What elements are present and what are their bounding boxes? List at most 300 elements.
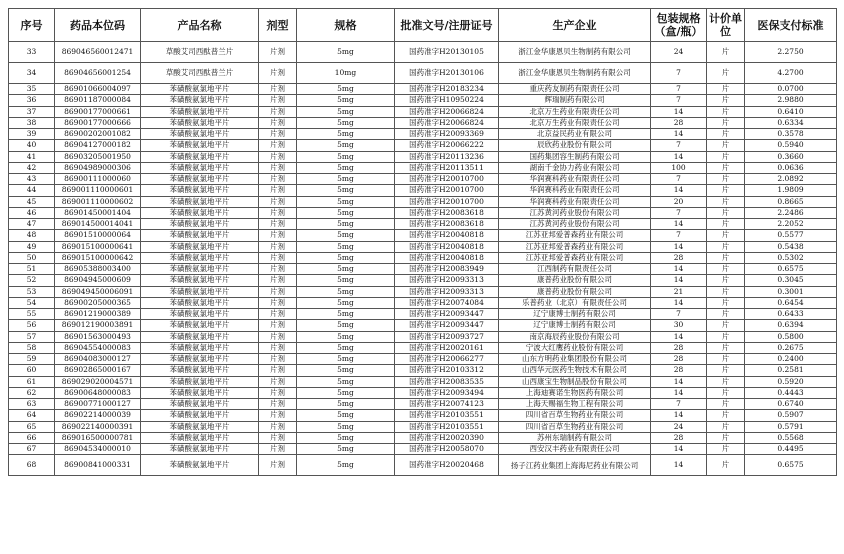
cell-dosage-form: 片剂 [259, 84, 297, 95]
cell-spec: 5mg [297, 455, 395, 476]
cell-product-name: 草酸艾司西酞普兰片 [141, 42, 259, 63]
cell-drug-code: 86900648000083 [55, 387, 141, 398]
cell-product-name: 苯磺酸氨氯地平片 [141, 185, 259, 196]
cell-product-name: 苯磺酸氨氯地平片 [141, 129, 259, 140]
cell-payment-standard: 0.3660 [745, 151, 837, 162]
cell-payment-standard: 1.9809 [745, 185, 837, 196]
cell-manufacturer: 湖南千金协力药业有限公司 [499, 162, 651, 173]
cell-spec: 5mg [297, 320, 395, 331]
table-row [9, 264, 837, 275]
cell-manufacturer: 辉瑞制药有限公司 [499, 95, 651, 106]
cell-product-name: 苯磺酸氨氯地平片 [141, 230, 259, 241]
cell-dosage-form: 片剂 [259, 230, 297, 241]
cell-payment-standard: 0.5791 [745, 421, 837, 432]
table-row [9, 399, 837, 410]
cell-payment-standard: 0.6740 [745, 399, 837, 410]
cell-seq: 36 [9, 95, 55, 106]
cell-product-name: 苯磺酸氨氯地平片 [141, 331, 259, 342]
cell-dosage-form: 片剂 [259, 140, 297, 151]
cell-spec: 5mg [297, 174, 395, 185]
cell-package-spec: 100 [651, 162, 707, 173]
cell-dosage-form: 片剂 [259, 297, 297, 308]
cell-dosage-form: 片剂 [259, 252, 297, 263]
cell-spec: 5mg [297, 106, 395, 117]
cell-payment-standard: 0.2581 [745, 365, 837, 376]
cell-product-name: 苯磺酸氨氯地平片 [141, 432, 259, 443]
cell-spec: 5mg [297, 219, 395, 230]
table-row [9, 410, 837, 421]
cell-package-spec: 14 [651, 444, 707, 455]
cell-approval-number: 国药准字H20074084 [395, 297, 499, 308]
cell-package-spec: 28 [651, 354, 707, 365]
cell-payment-standard: 0.6575 [745, 264, 837, 275]
cell-manufacturer: 四川省百草生物药业有限公司 [499, 410, 651, 421]
cell-package-spec: 14 [651, 151, 707, 162]
table-row [9, 185, 837, 196]
cell-seq: 40 [9, 140, 55, 151]
cell-manufacturer: 华润赛科药业有限责任公司 [499, 174, 651, 185]
cell-drug-code: 86904656001254 [55, 63, 141, 84]
cell-dosage-form: 片剂 [259, 331, 297, 342]
cell-pricing-unit: 片 [707, 342, 745, 353]
cell-dosage-form: 片剂 [259, 286, 297, 297]
cell-product-name: 苯磺酸氨氯地平片 [141, 219, 259, 230]
cell-manufacturer: 浙江金华康恩贝生物制药有限公司 [499, 42, 651, 63]
cell-package-spec: 7 [651, 84, 707, 95]
cell-spec: 5mg [297, 264, 395, 275]
cell-approval-number: 国药准字H20040818 [395, 230, 499, 241]
cell-seq: 61 [9, 376, 55, 387]
drug-price-table [8, 8, 837, 476]
table-body [9, 42, 837, 476]
cell-spec: 5mg [297, 376, 395, 387]
cell-approval-number: 国药准字H20103551 [395, 410, 499, 421]
cell-product-name: 苯磺酸氨氯地平片 [141, 387, 259, 398]
cell-package-spec: 21 [651, 286, 707, 297]
cell-approval-number: 国药准字H20093447 [395, 320, 499, 331]
cell-approval-number: 国药准字H20103551 [395, 421, 499, 432]
cell-package-spec: 7 [651, 399, 707, 410]
cell-pricing-unit: 片 [707, 365, 745, 376]
cell-payment-standard: 0.5800 [745, 331, 837, 342]
table-row [9, 196, 837, 207]
cell-product-name: 苯磺酸氨氯地平片 [141, 376, 259, 387]
cell-product-name: 苯磺酸氨氯地平片 [141, 275, 259, 286]
cell-package-spec: 7 [651, 95, 707, 106]
cell-product-name: 草酸艾司西酞普兰片 [141, 63, 259, 84]
cell-product-name: 苯磺酸氨氯地平片 [141, 342, 259, 353]
cell-pricing-unit: 片 [707, 162, 745, 173]
cell-pricing-unit: 片 [707, 185, 745, 196]
cell-approval-number: 国药准字H10950224 [395, 95, 499, 106]
cell-seq: 66 [9, 432, 55, 443]
cell-manufacturer: 北京益民药业有限公司 [499, 129, 651, 140]
table-row [9, 275, 837, 286]
cell-package-spec: 14 [651, 387, 707, 398]
cell-dosage-form: 片剂 [259, 106, 297, 117]
cell-drug-code: 86904945000609 [55, 275, 141, 286]
cell-manufacturer: 江西制药有限责任公司 [499, 264, 651, 275]
cell-spec: 5mg [297, 95, 395, 106]
cell-manufacturer: 江苏黄河药业股份有限公司 [499, 207, 651, 218]
cell-pricing-unit: 片 [707, 264, 745, 275]
table-row [9, 106, 837, 117]
cell-drug-code: 86904554000083 [55, 342, 141, 353]
cell-drug-code: 86901510000064 [55, 230, 141, 241]
cell-drug-code: 86901219000389 [55, 309, 141, 320]
cell-approval-number: 国药准字H20093313 [395, 286, 499, 297]
cell-payment-standard: 0.0700 [745, 84, 837, 95]
cell-product-name: 苯磺酸氨氯地平片 [141, 365, 259, 376]
cell-manufacturer: 山东方明药业集团股份有限公司 [499, 354, 651, 365]
header-seq: 序号 [9, 9, 55, 42]
cell-seq: 33 [9, 42, 55, 63]
cell-payment-standard: 2.2486 [745, 207, 837, 218]
cell-product-name: 苯磺酸氨氯地平片 [141, 455, 259, 476]
cell-manufacturer: 重庆药友制药有限责任公司 [499, 84, 651, 95]
cell-spec: 5mg [297, 331, 395, 342]
cell-spec: 5mg [297, 286, 395, 297]
cell-pricing-unit: 片 [707, 196, 745, 207]
cell-product-name: 苯磺酸氨氯地平片 [141, 286, 259, 297]
cell-seq: 65 [9, 421, 55, 432]
cell-product-name: 苯磺酸氨氯地平片 [141, 309, 259, 320]
cell-package-spec: 24 [651, 421, 707, 432]
cell-manufacturer: 西安汉丰药业有限责任公司 [499, 444, 651, 455]
cell-product-name: 苯磺酸氨氯地平片 [141, 151, 259, 162]
cell-manufacturer: 辽宁康博士制药有限公司 [499, 320, 651, 331]
cell-seq: 35 [9, 84, 55, 95]
cell-dosage-form: 片剂 [259, 219, 297, 230]
cell-package-spec: 14 [651, 264, 707, 275]
cell-pricing-unit: 片 [707, 95, 745, 106]
cell-seq: 45 [9, 196, 55, 207]
cell-dosage-form: 片剂 [259, 241, 297, 252]
cell-dosage-form: 片剂 [259, 444, 297, 455]
cell-product-name: 苯磺酸氨氯地平片 [141, 320, 259, 331]
cell-pricing-unit: 片 [707, 252, 745, 263]
cell-drug-code: 86902214000039 [55, 410, 141, 421]
cell-product-name: 苯磺酸氨氯地平片 [141, 84, 259, 95]
cell-seq: 51 [9, 264, 55, 275]
table-row [9, 252, 837, 263]
cell-package-spec: 24 [651, 42, 707, 63]
cell-manufacturer: 扬子江药业集团上海海尼药业有限公司 [499, 455, 651, 476]
cell-drug-code: 869001110000602 [55, 196, 141, 207]
cell-approval-number: 国药准字H20010700 [395, 174, 499, 185]
cell-drug-code: 869049450006091 [55, 286, 141, 297]
cell-dosage-form: 片剂 [259, 410, 297, 421]
cell-approval-number: 国药准字H20074123 [395, 399, 499, 410]
cell-dosage-form: 片剂 [259, 455, 297, 476]
cell-seq: 38 [9, 117, 55, 128]
cell-drug-code: 86900771000127 [55, 399, 141, 410]
cell-spec: 5mg [297, 432, 395, 443]
cell-dosage-form: 片剂 [259, 196, 297, 207]
cell-spec: 5mg [297, 207, 395, 218]
cell-product-name: 苯磺酸氨氯地平片 [141, 399, 259, 410]
cell-drug-code: 869022140000391 [55, 421, 141, 432]
table-row [9, 140, 837, 151]
cell-approval-number: 国药准字H20130106 [395, 63, 499, 84]
cell-dosage-form: 片剂 [259, 63, 297, 84]
cell-package-spec: 28 [651, 342, 707, 353]
cell-payment-standard: 0.6433 [745, 309, 837, 320]
cell-dosage-form: 片剂 [259, 95, 297, 106]
header-payment-standard: 医保支付标准 [745, 9, 837, 42]
cell-seq: 54 [9, 297, 55, 308]
cell-package-spec: 28 [651, 432, 707, 443]
cell-dosage-form: 片剂 [259, 117, 297, 128]
header-spec: 规格 [297, 9, 395, 42]
cell-payment-standard: 0.5907 [745, 410, 837, 421]
cell-dosage-form: 片剂 [259, 162, 297, 173]
table-row [9, 84, 837, 95]
cell-pricing-unit: 片 [707, 376, 745, 387]
cell-drug-code: 869029020004571 [55, 376, 141, 387]
cell-manufacturer: 辰欣药业股份有限公司 [499, 140, 651, 151]
header-manufacturer: 生产企业 [499, 9, 651, 42]
cell-approval-number: 国药准字H20010700 [395, 196, 499, 207]
cell-spec: 5mg [297, 342, 395, 353]
table-row [9, 230, 837, 241]
cell-manufacturer: 康普药业股份有限公司 [499, 275, 651, 286]
cell-package-spec: 28 [651, 252, 707, 263]
cell-seq: 34 [9, 63, 55, 84]
cell-product-name: 苯磺酸氨氯地平片 [141, 174, 259, 185]
cell-payment-standard: 2.0892 [745, 174, 837, 185]
cell-seq: 53 [9, 286, 55, 297]
cell-drug-code: 86900841000331 [55, 455, 141, 476]
cell-seq: 63 [9, 399, 55, 410]
cell-drug-code: 86904656001247​1 [55, 42, 141, 63]
cell-payment-standard: 0.6575 [745, 455, 837, 476]
cell-package-spec: 14 [651, 185, 707, 196]
cell-seq: 37 [9, 106, 55, 117]
cell-dosage-form: 片剂 [259, 387, 297, 398]
cell-product-name: 苯磺酸氨氯地平片 [141, 162, 259, 173]
cell-spec: 10mg [297, 63, 395, 84]
cell-package-spec: 14 [651, 275, 707, 286]
cell-approval-number: 国药准字H20020390 [395, 432, 499, 443]
cell-product-name: 苯磺酸氨氯地平片 [141, 410, 259, 421]
cell-seq: 50 [9, 252, 55, 263]
cell-seq: 68 [9, 455, 55, 476]
cell-approval-number: 国药准字H20010700 [395, 185, 499, 196]
cell-dosage-form: 片剂 [259, 151, 297, 162]
cell-pricing-unit: 片 [707, 331, 745, 342]
cell-payment-standard: 0.2400 [745, 354, 837, 365]
cell-manufacturer: 江苏亚邦爱普森药业有限公司 [499, 252, 651, 263]
cell-seq: 58 [9, 342, 55, 353]
cell-product-name: 苯磺酸氨氯地平片 [141, 207, 259, 218]
cell-package-spec: 7 [651, 174, 707, 185]
cell-dosage-form: 片剂 [259, 365, 297, 376]
table-row [9, 365, 837, 376]
cell-seq: 47 [9, 219, 55, 230]
cell-dosage-form: 片剂 [259, 376, 297, 387]
cell-approval-number: 国药准字H20020468 [395, 455, 499, 476]
cell-drug-code: 86904127000182 [55, 140, 141, 151]
cell-manufacturer: 南京海辰药业股份有限公司 [499, 331, 651, 342]
cell-pricing-unit: 片 [707, 140, 745, 151]
cell-pricing-unit: 片 [707, 230, 745, 241]
cell-payment-standard: 2.2052 [745, 219, 837, 230]
cell-package-spec: 30 [651, 320, 707, 331]
cell-product-name: 苯磺酸氨氯地平片 [141, 241, 259, 252]
table-row [9, 354, 837, 365]
cell-manufacturer: 国药集团容生制药有限公司 [499, 151, 651, 162]
cell-drug-code: 86903205001950 [55, 151, 141, 162]
cell-pricing-unit: 片 [707, 275, 745, 286]
cell-payment-standard: 0.6394 [745, 320, 837, 331]
cell-product-name: 苯磺酸氨氯地平片 [141, 354, 259, 365]
cell-seq: 42 [9, 162, 55, 173]
cell-package-spec: 7 [651, 140, 707, 151]
cell-payment-standard: 0.3001 [745, 286, 837, 297]
cell-manufacturer: 江苏亚邦爱普森药业有限公司 [499, 230, 651, 241]
cell-spec: 5mg [297, 162, 395, 173]
cell-seq: 41 [9, 151, 55, 162]
cell-approval-number: 国药准字H20093313 [395, 275, 499, 286]
cell-manufacturer: 江苏亚邦爱普森药业有限公司 [499, 241, 651, 252]
cell-manufacturer: 江苏黄河药业股份有限公司 [499, 219, 651, 230]
table-row [9, 219, 837, 230]
table-header-row [9, 9, 837, 42]
cell-payment-standard: 0.5577 [745, 230, 837, 241]
table-row [9, 342, 837, 353]
cell-drug-code: 86901563000493 [55, 331, 141, 342]
cell-approval-number: 国药准字H20083535 [395, 376, 499, 387]
header-product-name: 产品名称 [141, 9, 259, 42]
cell-payment-standard: 4.2700 [745, 63, 837, 84]
cell-spec: 5mg [297, 117, 395, 128]
cell-package-spec: 28 [651, 365, 707, 376]
cell-manufacturer: 上海迪赛诺生物医药有限公司 [499, 387, 651, 398]
cell-pricing-unit: 片 [707, 106, 745, 117]
cell-drug-code: 86901066004097 [55, 84, 141, 95]
cell-pricing-unit: 片 [707, 387, 745, 398]
cell-payment-standard: 0.6410 [745, 106, 837, 117]
cell-pricing-unit: 片 [707, 286, 745, 297]
table-row [9, 387, 837, 398]
cell-package-spec: 28 [651, 117, 707, 128]
cell-drug-code: 86901187000084 [55, 95, 141, 106]
cell-package-spec: 7 [651, 63, 707, 84]
cell-payment-standard: 0.3578 [745, 129, 837, 140]
cell-spec: 5mg [297, 84, 395, 95]
cell-approval-number: 国药准字H20058070 [395, 444, 499, 455]
cell-payment-standard: 0.5920 [745, 376, 837, 387]
cell-dosage-form: 片剂 [259, 432, 297, 443]
cell-payment-standard: 0.5302 [745, 252, 837, 263]
cell-manufacturer: 康普药业股份有限公司 [499, 286, 651, 297]
cell-seq: 64 [9, 410, 55, 421]
cell-pricing-unit: 片 [707, 354, 745, 365]
cell-approval-number: 国药准字H20020161 [395, 342, 499, 353]
header-drug-code: 药品本位码 [55, 9, 141, 42]
cell-payment-standard: 0.4443 [745, 387, 837, 398]
cell-pricing-unit: 片 [707, 42, 745, 63]
cell-approval-number: 国药准字H20093727 [395, 331, 499, 342]
cell-dosage-form: 片剂 [259, 399, 297, 410]
cell-seq: 46 [9, 207, 55, 218]
table-row [9, 421, 837, 432]
cell-spec: 5mg [297, 354, 395, 365]
table-row [9, 63, 837, 84]
cell-payment-standard: 2.2750 [745, 42, 837, 63]
cell-pricing-unit: 片 [707, 129, 745, 140]
cell-approval-number: 国药准字H20083949 [395, 264, 499, 275]
cell-spec: 5mg [297, 387, 395, 398]
header-dosage-form: 剂型 [259, 9, 297, 42]
table-row [9, 320, 837, 331]
cell-payment-standard: 0.0636 [745, 162, 837, 173]
cell-seq: 49 [9, 241, 55, 252]
cell-dosage-form: 片剂 [259, 129, 297, 140]
cell-approval-number: 国药准字H20040818 [395, 241, 499, 252]
cell-package-spec: 20 [651, 196, 707, 207]
table-row [9, 286, 837, 297]
cell-manufacturer: 华润赛科药业有限责任公司 [499, 185, 651, 196]
cell-approval-number: 国药准字H20093494 [395, 387, 499, 398]
table-row [9, 95, 837, 106]
cell-pricing-unit: 片 [707, 219, 745, 230]
cell-drug-code: 869012190003891 [55, 320, 141, 331]
cell-approval-number: 国药准字H20083618 [395, 207, 499, 218]
cell-drug-code: 869015100000641 [55, 241, 141, 252]
cell-payment-standard: 0.5438 [745, 241, 837, 252]
cell-seq: 43 [9, 174, 55, 185]
cell-pricing-unit: 片 [707, 410, 745, 421]
table-row [9, 432, 837, 443]
table-row [9, 297, 837, 308]
cell-spec: 5mg [297, 421, 395, 432]
cell-pricing-unit: 片 [707, 117, 745, 128]
cell-manufacturer: 辽宁康博士制药有限公司 [499, 309, 651, 320]
cell-pricing-unit: 片 [707, 241, 745, 252]
cell-approval-number: 国药准字H20066277 [395, 354, 499, 365]
cell-approval-number: 国药准字H20113236 [395, 151, 499, 162]
cell-approval-number: 国药准字H20113511 [395, 162, 499, 173]
cell-spec: 5mg [297, 140, 395, 151]
cell-seq: 60 [9, 365, 55, 376]
cell-product-name: 苯磺酸氨氯地平片 [141, 252, 259, 263]
cell-manufacturer: 浙江金华康恩贝生物制药有限公司 [499, 63, 651, 84]
cell-approval-number: 国药准字H20040818 [395, 252, 499, 263]
cell-seq: 59 [9, 354, 55, 365]
table-row [9, 129, 837, 140]
cell-spec: 5mg [297, 151, 395, 162]
cell-product-name: 苯磺酸氨氯地平片 [141, 421, 259, 432]
cell-spec: 5mg [297, 42, 395, 63]
cell-package-spec: 7 [651, 309, 707, 320]
table-row [9, 455, 837, 476]
cell-spec: 5mg [297, 196, 395, 207]
cell-drug-code: 86902865000167 [55, 365, 141, 376]
cell-pricing-unit: 片 [707, 63, 745, 84]
cell-spec: 5mg [297, 230, 395, 241]
cell-spec: 5mg [297, 444, 395, 455]
cell-pricing-unit: 片 [707, 151, 745, 162]
cell-manufacturer: 宁波大红鹰药业股份有限公司 [499, 342, 651, 353]
cell-payment-standard: 0.2675 [745, 342, 837, 353]
cell-spec: 5mg [297, 365, 395, 376]
cell-dosage-form: 片剂 [259, 421, 297, 432]
cell-drug-code: 86900177000666 [55, 117, 141, 128]
cell-manufacturer: 山西华元医药生物技术有限公司 [499, 365, 651, 376]
table-row [9, 42, 837, 63]
